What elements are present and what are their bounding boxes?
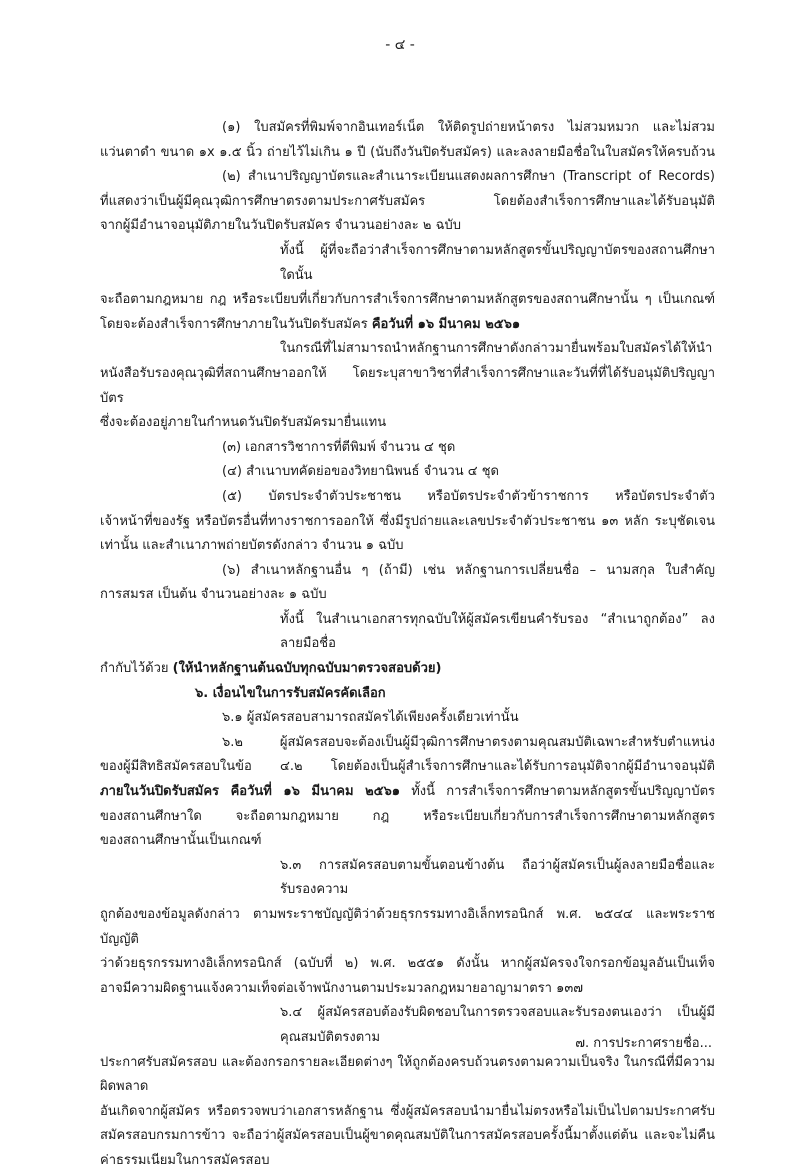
- text-line: [100, 657, 715, 682]
- text-line: เท่านั้น และสำเนาภาพถ่ายบัตรดังกล่าว จำนวน ๑ ฉบับ: [100, 538, 404, 554]
- text-line: แว่นตาดำ ขนาด ๑x ๑.๕ นิ้ว ถ่ายไว้ไม่เกิน ๑ ปี (นับถึงวันปิดรับสมัคร) และลงลายมือชื่อในใบสมัครให้ครบถ้วน: [100, 144, 715, 160]
- text-line: ประกาศรับสมัครสอบ และต้องกรอกรายละเอียดต่างๆ ให้ถูกต้องครบถ้วนตรงตามความเป็นจริง ในกรณีที่มีความผิดพลาด: [100, 1054, 715, 1095]
- clause-6-3-line: ๖.๓ การสมัครสอบตามขั้นตอนข้างต้น ถือว่าผู้สมัครเป็นผู้ลงลายมือชื่อและรับรองความ: [280, 857, 715, 898]
- deadline-bold: ภายในวันปิดรับสมัคร คือวันที่ ๑๖ มีนาคม ๒๕๖๑: [100, 784, 401, 800]
- original-docs-note: (ให้นำหลักฐานต้นฉบับทุกฉบับมาตรวจสอบด้วย): [172, 661, 442, 677]
- text-line: ในกรณีที่ไม่สามารถนำหลักฐานการศึกษาดังกล่าวมายื่นพร้อมใบสมัครได้ให้นำ: [280, 341, 713, 357]
- text-segment: โดยจะต้องสำเร็จการศึกษาภายในวันปิดรับสมัคร: [100, 316, 372, 332]
- text-line: ทั้งนี้ ในสำเนาเอกสารทุกฉบับให้ผู้สมัครเขียนคำรับรอง “สำเนาถูกต้อง” ลงลายมือชื่อ: [280, 611, 715, 652]
- text-line: จากผู้มีอำนาจอนุมัติภายในวันปิดรับสมัคร จำนวนอย่างละ ๒ ฉบับ: [100, 218, 461, 234]
- document-body: [100, 116, 715, 1174]
- text-line: การสมรส เป็นต้น จำนวนอย่างละ ๑ ฉบับ: [100, 587, 327, 603]
- clause-6-2-line: ๖.๒ ผู้สมัครสอบจะต้องเป็นผู้มีวุฒิการศึกษาตรงตามคุณสมบัติเฉพาะสำหรับตำแหน่ง: [222, 734, 715, 750]
- text-line: ของผู้มีสิทธิสมัครสอบในข้อ ๔.๒ โดยต้องเป็นผู้สำเร็จการศึกษาและได้รับการอนุมัติจากผู้มีอำนาจอนุมัติ: [100, 759, 715, 775]
- text-line: ของสถานศึกษานั้นเป็นเกณฑ์: [100, 833, 262, 849]
- text-line: หนังสือรับรองคุณวุฒิที่สถานศึกษาออกให้ โดยระบุสาขาวิชาที่สำเร็จการศึกษาและวันที่ที่ได้รับอนุมัติปริญญาบัตร: [100, 365, 715, 406]
- item-5-line: (๕) บัตรประจำตัวประชาชน หรือบัตรประจำตัวข้าราชการ หรือบัตรประจำตัว: [222, 488, 715, 504]
- text-line: [100, 780, 715, 805]
- item-1-line: (๑) ใบสมัครที่พิมพ์จากอินเทอร์เน็ต ให้ติดรูปถ่ายหน้าตรง ไม่สวมหมวก และไม่สวม: [222, 120, 715, 135]
- text-line: สมัครสอบกรมการข้าว จะถือว่าผู้สมัครสอบเป็นผู้ขาดคุณสมบัติในการสมัครสอบครั้งนี้มาตั้งแต่ต้น และจะไม่คืน: [100, 1128, 715, 1144]
- section-6-heading: [100, 682, 715, 707]
- section-heading-text: ๖. เงื่อนไขในการรับสมัครคัดเลือก: [195, 685, 386, 701]
- text-line: ซึ่งจะต้องอยู่ภายในกำหนดวันปิดรับสมัครมายื่นแทน: [100, 415, 387, 431]
- text-line: ว่าด้วยธุรกรรมทางอิเล็กทรอนิกส์ (ฉบับที่ ๒) พ.ศ. ๒๕๕๑ ดังนั้น หากผู้สมัครจงใจกรอกข้อมูลอันเป็นเท็จ: [100, 956, 715, 972]
- item-4-line: (๔) สำเนาบทคัดย่อของวิทยานิพนธ์ จำนวน ๔ ชุด: [222, 464, 499, 480]
- text-segment: กำกับไว้ด้วย: [100, 661, 173, 677]
- text-line: เจ้าหน้าที่ของรัฐ หรือบัตรอื่นที่ทางราชการออกให้ ซึ่งมีรูปถ่ายและเลขประจำตัวประชาชน ๑๓ หลัก ระบุชัดเจน: [100, 513, 715, 529]
- text-line: จะถือตามกฎหมาย กฎ หรือระเบียบที่เกี่ยวกับการสำเร็จการศึกษาตามหลักสูตรของสถานศึกษานั้น ๆ เป็นเกณฑ์: [100, 292, 715, 308]
- text-line: ของสถานศึกษาใด จะถือตามกฎหมาย กฎ หรือระเบียบเกี่ยวกับการสำเร็จการศึกษาตามหลักสูตร: [100, 808, 715, 824]
- text-line: ทั้งนี้ ผู้ที่จะถือว่าสำเร็จการศึกษาตามหลักสูตรขั้นปริญญาบัตรของสถานศึกษาใดนั้น: [280, 242, 715, 283]
- text-line: ถูกต้องของข้อมูลดังกล่าว ตามพระราชบัญญัติว่าด้วยธุรกรรมทางอิเล็กทรอนิกส์ พ.ศ. ๒๕๔๔ และพระราชบัญญัติ: [100, 907, 715, 947]
- text-line: [100, 313, 715, 338]
- text-line: อันเกิดจากผู้สมัคร หรือตรวจพบว่าเอกสารหลักฐาน ซึ่งผู้สมัครสอบนำมายื่นไม่ตรงหรือไม่เป็นไปตามประกาศรับ: [100, 1103, 715, 1119]
- clause-6-4-line: ๖.๔ ผู้สมัครสอบต้องรับผิดชอบในการตรวจสอบและรับรองตนเองว่า เป็นผู้มีคุณสมบัติตรงตาม: [280, 1005, 715, 1045]
- text-line: อาจมีความผิดฐานแจ้งความเท็จต่อเจ้าพนักงานตามประมวลกฎหมายอาญามาตรา ๑๓๗: [100, 980, 584, 996]
- text-segment: ทั้งนี้ การสำเร็จการศึกษาตามหลักสูตรขั้นปริญญาบัตร: [400, 784, 715, 800]
- clause-6-1-line: ๖.๑ ผู้สมัครสอบสามารถสมัครได้เพียงครั้งเดียวเท่านั้น: [222, 710, 519, 726]
- text-line: ค่าธรรมเนียมในการสมัครสอบ: [100, 1152, 270, 1168]
- deadline-bold: คือวันที่ ๑๖ มีนาคม ๒๕๖๑: [371, 316, 521, 332]
- text-line: ที่แสดงว่าเป็นผู้มีคุณวุฒิการศึกษาตรงตามประกาศรับสมัคร โดยต้องสำเร็จการศึกษาและได้รับอนุมัติ: [100, 193, 715, 209]
- item-6-line: (๖) สำเนาหลักฐานอื่น ๆ (ถ้ามี) เช่น หลักฐานการเปลี่ยนชื่อ – นามสกุล ใบสำคัญ: [222, 562, 715, 578]
- continuation-footer: ๗. การประกาศรายชื่อ...: [575, 1036, 712, 1051]
- item-3-line: (๓) เอกสารวิชาการที่ตีพิมพ์ จำนวน ๔ ชุด: [222, 439, 456, 455]
- page-number: - ๔ -: [385, 37, 415, 53]
- item-2-line: (๒) สำเนาปริญญาบัตรและสำเนาระเบียนแสดงผลการศึกษา (Transcript of Records): [222, 169, 715, 185]
